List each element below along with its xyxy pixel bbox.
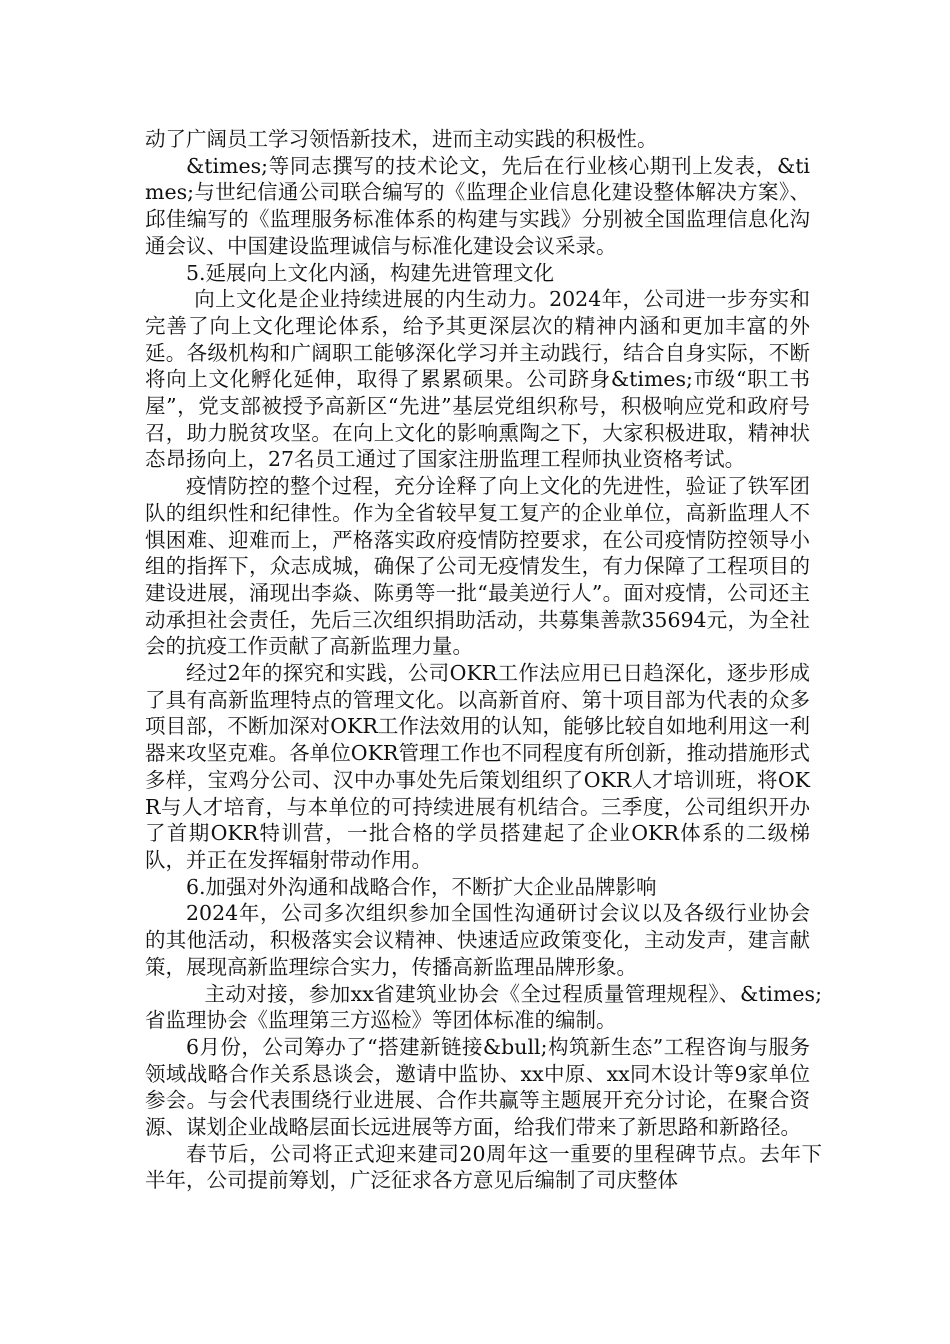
paragraph-technical-papers: &times;等同志撰写的技术论文，先后在行业核心期刊上发表，&times;与世纪信通公司联合编写的《监理企业信息化建设整体解决方案》、邱佳编写的《监理服务标准体系的构建与实践》分别被全国监理信息化沟通会议、中国建设监理诚信与标准化建设会议采录。 xyxy=(145,153,810,258)
document-page xyxy=(145,126,822,1194)
paragraph-continuation: 动了广阔员工学习领悟新技术，进而主动实践的积极性。 xyxy=(145,127,658,151)
paragraph-culture: 向上文化是企业持续进展的内生动力。2024年，公司进一步夯实和完善了向上文化理论体系，给予其更深层次的精神内涵和更加丰富的外延。各级机构和广阔职工能够深化学习并主动践行，结合自身实际，不断将向上文化孵化延伸，取得了累累硕果。公司跻身&times;市级“职工书屋”，党支部被授予高新区“先进”基层党组织称号，积极响应党和政府号召，助力脱贫攻坚。在向上文化的影响熏陶之下，大家积极进取，精神状态昂扬向上，27名员工通过了国家注册监理工程师执业资格考试。 xyxy=(145,287,810,472)
paragraph-okr: 经过2年的探究和实践，公司OKR工作法应用已日趋深化，逐步形成了具有高新监理特点的管理文化。以高新首府、第十项目部为代表的众多项目部，不断加深对OKR工作法效用的认知，能够比较自如地利用这一利器来攻坚克难。各单位OKR管理工作也不同程度有所创新，推动措施形式多样，宝鸡分公司、汉中办事处先后策划组织了OKR人才培训班，将OKR与人才培育，与本单位的可持续进展有机结合。三季度，公司组织开办了首期OKR特训营，一批合格的学员搭建起了企业OKR体系的二级梯队，并正在发挥辐射带动作用。 xyxy=(145,661,810,872)
section-heading-culture: 5.延展向上文化内涵，构建先进管理文化 xyxy=(186,260,555,285)
paragraph-cooperation: 6月份，公司筹办了“搭建新链接&bull;构筑新生态”工程咨询与服务领域战略合作关系恳谈会，邀请中监协、xx中原、xx同木设计等9家单位参会。与会代表围绕行业进展、合作共赢等主题展开充分讨论，在聚合资源、谋划企业战略层面长远进展等方面，给我们带来了新思路和新路径。 xyxy=(145,1034,810,1140)
paragraph-standards: 主动对接，参加xx省建筑业协会《全过程质量管理规程》、&times;省监理协会《监理第三方巡检》等团体标准的编制。 xyxy=(145,981,822,1033)
paragraph-conferences: 2024年，公司多次组织参加全国性沟通研讨会议以及各级行业协会的其他活动，积极落实会议精神、快速适应政策变化，主动发声，建言献策，展现高新监理综合实力，传播高新监理品牌形象。 xyxy=(145,901,810,979)
paragraph-anniversary: 春节后，公司将正式迎来建司20周年这一重要的里程碑节点。去年下半年，公司提前筹划，广泛征求各方意见后编制了司庆整体 xyxy=(145,1141,822,1193)
section-heading-brand: 6.加强对外沟通和战略合作，不断扩大企业品牌影响 xyxy=(186,874,657,899)
paragraph-epidemic: 疫情防控的整个过程，充分诠释了向上文化的先进性，验证了铁军团队的组织性和纪律性。作为全省较早复工复产的企业单位，高新监理人不惧困难、迎难而上，严格落实政府疫情防控要求，在公司疫情防控领导小组的指挥下，众志成城，确保了公司无疫情发生，有力保障了工程项目的建设进展，涌现出李焱、陈勇等一批“最美逆行人”。面对疫情，公司还主动承担社会责任，先后三次组织捐助活动，共募集善款35694元，为全社会的抗疫工作贡献了高新监理力量。 xyxy=(145,474,810,659)
